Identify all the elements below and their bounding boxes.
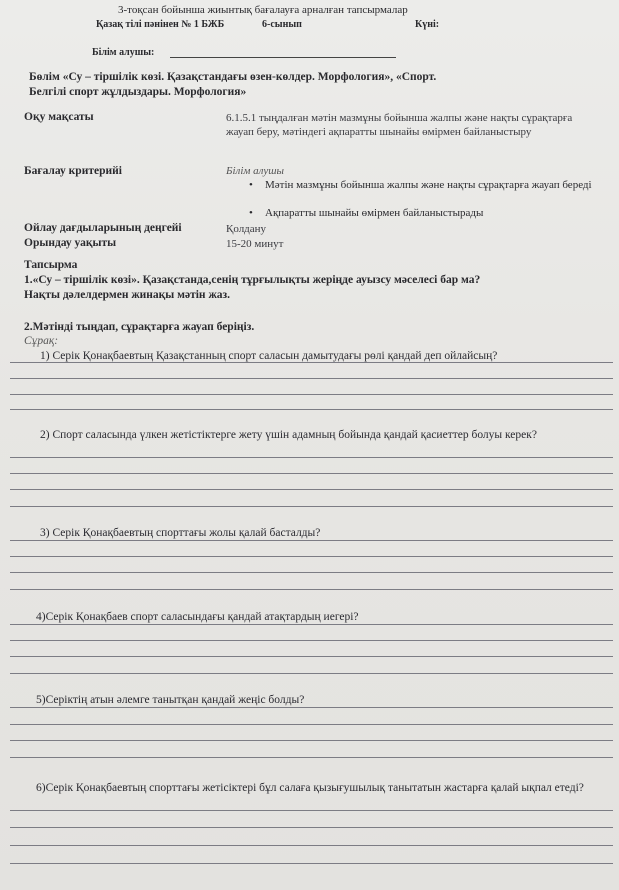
answer-lines-3[interactable]: [10, 540, 613, 590]
time-value: 15-20 минут: [226, 238, 284, 250]
student-name-field[interactable]: [170, 57, 396, 58]
answer-lines-2[interactable]: [10, 457, 613, 507]
answer-lines-1[interactable]: [10, 362, 613, 410]
question-6: 6)Серік Қонақбаевтың спорттағы жетісіктері бұл салаға қызығушылық танытатын жастарға қалай ықпал етеді?: [36, 782, 584, 794]
task-item1-line2: Нақты дәлелдермен жинақы мәтін жаз.: [24, 289, 231, 301]
header-title: 3-тоқсан бойынша жиынтық бағалауға арналған тапсырмалар: [118, 4, 408, 16]
question-4: 4)Серік Қонақбаев спорт саласындағы қандай атақтардың иегері?: [36, 611, 359, 623]
question-2: 2) Спорт саласында үлкен жетістіктерге жету үшін адамның бойында қандай қасиеттер болуы керек?: [40, 429, 537, 441]
thinking-level-label: Ойлау дағдыларының деңгейі: [24, 222, 182, 234]
answer-lines-4[interactable]: [10, 624, 613, 674]
thinking-level-value: Қолдану: [226, 223, 267, 235]
question-1: 1) Серік Қонақбаевтың Қазақстанның спорт саласын дамытудағы рөлі қандай деп ойлайсың?: [40, 350, 498, 362]
header-date-label: Күні:: [415, 19, 440, 30]
objective-label: Оқу мақсаты: [24, 111, 94, 123]
criteria-heading: Білім алушы: [226, 165, 284, 177]
task-item2: 2.Мәтінді тыңдап, сұрақтарға жауап беріңіз.: [24, 321, 255, 333]
question-5: 5)Серіктің атын әлемге танытқан қандай жеңіс болды?: [36, 694, 305, 706]
criteria-item: • Мәтін мазмұны бойынша жалпы және нақты сұрақтарға жауап береді: [265, 179, 605, 192]
student-name-label: Білім алушы:: [92, 47, 155, 58]
answer-lines-5[interactable]: [10, 707, 613, 758]
section-title-line1: Бөлім «Су – тіршілік көзі. Қазақстандағы өзен-көлдер. Морфология», «Спорт.: [29, 71, 437, 83]
task-item1-line1: 1.«Су – тіршілік көзі». Қазақстанда,сенің тұрғылықты жеріңде ауызсу мәселесі бар ма?: [24, 274, 481, 286]
question-label: Сұрақ:: [24, 335, 59, 347]
answer-lines-6[interactable]: [10, 810, 613, 864]
time-label: Орындау уақыты: [24, 237, 117, 249]
objective-value: 6.1.5.1 тыңдалған мәтін мазмұны бойынша жалпы және нақты сұрақтарға жауап беру, мәтіндегі ақпаратты шынайы өмірмен байланыстыру: [226, 112, 573, 138]
question-3: 3) Серік Қонақбаевтың спорттағы жолы қалай басталды?: [40, 527, 321, 539]
header-subject: Қазақ тілі пәнінен № 1 БЖБ: [96, 19, 225, 30]
section-title-line2: Белгілі спорт жұлдыздары. Морфология»: [29, 86, 247, 98]
criteria-item: • Ақпаратты шынайы өмірмен байланыстырады: [265, 207, 605, 220]
header-grade: 6-сынып: [262, 19, 302, 30]
task-title: Тапсырма: [24, 259, 78, 271]
criteria-label: Бағалау критерийі: [24, 165, 122, 177]
